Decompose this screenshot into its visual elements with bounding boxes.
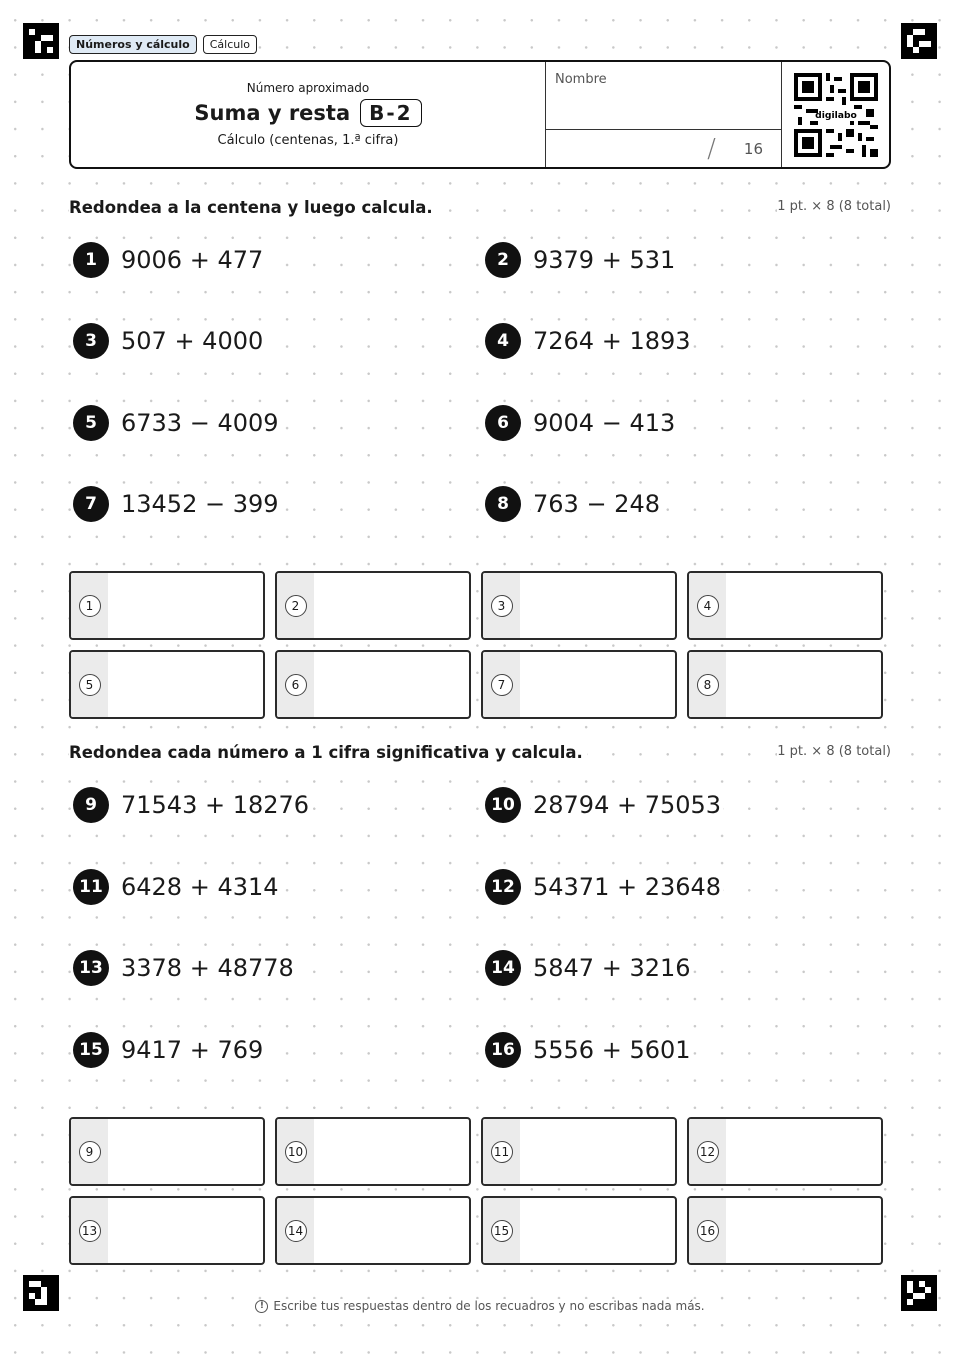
- tag-numbers-calculation: Números y cálculo: [69, 35, 197, 54]
- problem-14: [485, 949, 693, 987]
- problem-number: 6: [485, 405, 521, 441]
- section1-points: 1 pt. × 8 (8 total): [777, 199, 891, 214]
- problem-number: 8: [485, 486, 521, 522]
- problem-expression: 9417 + 769: [121, 1036, 264, 1064]
- answer-box-16[interactable]: [687, 1196, 883, 1265]
- answer-field[interactable]: [108, 1198, 263, 1263]
- answer-box-12[interactable]: [687, 1117, 883, 1186]
- problem-expression: 54371 + 23648: [533, 873, 722, 901]
- problem-expression: 7264 + 1893: [533, 327, 691, 355]
- section2-title: Redondea cada número a 1 cifra significativa y calcula.: [69, 743, 587, 762]
- answer-number: 6: [285, 674, 307, 696]
- problem-expression: 71543 + 18276: [121, 791, 310, 819]
- problem-expression: 6428 + 4314: [121, 873, 279, 901]
- header-title-block: [71, 62, 546, 167]
- score-field[interactable]: [546, 130, 781, 167]
- problem-number: 13: [73, 950, 109, 986]
- level-badge: B-2: [360, 99, 421, 127]
- problem-13: [73, 949, 296, 987]
- answer-number: 4: [697, 595, 719, 617]
- problem-expression: 6733 − 4009: [121, 409, 279, 437]
- answer-box-15[interactable]: [481, 1196, 677, 1265]
- header-subtitle: Número aproximado: [246, 81, 370, 95]
- answer-field[interactable]: [108, 573, 263, 638]
- problem-number: 12: [485, 869, 521, 905]
- answer-field[interactable]: [108, 1119, 263, 1184]
- problem-9: [73, 786, 311, 824]
- answer-field[interactable]: [520, 1198, 675, 1263]
- problem-number: 3: [73, 323, 109, 359]
- qr-label: digilabo: [814, 109, 857, 121]
- answer-label: [483, 1198, 520, 1263]
- qr-code-icon: [794, 73, 878, 157]
- answer-field[interactable]: [726, 652, 881, 717]
- problem-expression: 507 + 4000: [121, 327, 264, 355]
- answer-label: [71, 1119, 108, 1184]
- problem-expression: 5556 + 5601: [533, 1036, 691, 1064]
- answer-box-6[interactable]: [275, 650, 471, 719]
- problem-expression: 28794 + 75053: [533, 791, 722, 819]
- answer-number: 12: [697, 1141, 719, 1163]
- problem-number: 10: [485, 787, 521, 823]
- problem-number: 2: [485, 242, 521, 278]
- header-student-block: [546, 62, 782, 167]
- answer-box-5[interactable]: [69, 650, 265, 719]
- answer-number: 9: [79, 1141, 101, 1163]
- name-label: Nombre: [555, 72, 607, 87]
- problem-number: 1: [73, 242, 109, 278]
- answer-label: [689, 573, 726, 638]
- answer-box-1[interactable]: [69, 571, 265, 640]
- section2-points: 1 pt. × 8 (8 total): [777, 744, 891, 759]
- problem-expression: 13452 − 399: [121, 490, 279, 518]
- answer-label: [277, 1198, 314, 1263]
- answer-number: 10: [285, 1141, 307, 1163]
- answer-box-7[interactable]: [481, 650, 677, 719]
- answer-box-11[interactable]: [481, 1117, 677, 1186]
- header-title-row: [194, 99, 421, 127]
- problem-2: [485, 241, 677, 279]
- tag-calculation: Cálculo: [203, 35, 257, 54]
- answer-number: 13: [79, 1220, 101, 1242]
- answer-box-3[interactable]: [481, 571, 677, 640]
- problem-number: 5: [73, 405, 109, 441]
- answer-field[interactable]: [314, 1198, 469, 1263]
- answer-number: 15: [491, 1220, 513, 1242]
- problem-16: [485, 1031, 693, 1069]
- answer-label: [689, 1119, 726, 1184]
- answer-box-14[interactable]: [275, 1196, 471, 1265]
- answer-field[interactable]: [314, 652, 469, 717]
- problem-number: 14: [485, 950, 521, 986]
- problem-8: [485, 485, 662, 523]
- problem-7: [73, 485, 281, 523]
- answer-number: 14: [285, 1220, 307, 1242]
- problem-1: [73, 241, 265, 279]
- problem-11: [73, 868, 281, 906]
- problem-15: [73, 1031, 265, 1069]
- answer-box-9[interactable]: [69, 1117, 265, 1186]
- score-slash: /: [707, 133, 716, 164]
- answer-number: 5: [79, 674, 101, 696]
- answer-field[interactable]: [726, 1198, 881, 1263]
- problem-number: 11: [73, 869, 109, 905]
- problem-number: 9: [73, 787, 109, 823]
- header-description: Cálculo (centenas, 1.ª cifra): [217, 133, 399, 148]
- problem-expression: 5847 + 3216: [533, 954, 691, 982]
- problem-number: 15: [73, 1032, 109, 1068]
- answer-label: [689, 652, 726, 717]
- problem-3: [73, 322, 265, 360]
- answer-number: 16: [697, 1220, 719, 1242]
- answer-number: 2: [285, 595, 307, 617]
- answer-label: [277, 573, 314, 638]
- corner-marker-top-left: [23, 23, 59, 59]
- answer-label: [483, 1119, 520, 1184]
- answer-box-13[interactable]: [69, 1196, 265, 1265]
- footer-text: Escribe tus respuestas dentro de los recuadros y no escribas nada más.: [273, 1299, 705, 1313]
- answer-field[interactable]: [726, 1119, 881, 1184]
- answer-label: [71, 652, 108, 717]
- problem-expression: 3378 + 48778: [121, 954, 294, 982]
- problem-6: [485, 404, 677, 442]
- problem-number: 16: [485, 1032, 521, 1068]
- problem-4: [485, 322, 693, 360]
- problem-number: 7: [73, 486, 109, 522]
- problem-expression: 9379 + 531: [533, 246, 676, 274]
- corner-marker-top-right: [901, 23, 937, 59]
- answer-field[interactable]: [520, 1119, 675, 1184]
- category-tags: [69, 35, 257, 54]
- problem-expression: 9004 − 413: [533, 409, 676, 437]
- answer-number: 7: [491, 674, 513, 696]
- problem-number: 4: [485, 323, 521, 359]
- answer-label: [71, 1198, 108, 1263]
- answer-field[interactable]: [520, 652, 675, 717]
- answer-number: 8: [697, 674, 719, 696]
- answer-label: [71, 573, 108, 638]
- answer-field[interactable]: [108, 652, 263, 717]
- answer-label: [483, 573, 520, 638]
- footer-note: [0, 1299, 960, 1313]
- qr-code: [782, 62, 889, 167]
- answer-number: 1: [79, 595, 101, 617]
- score-total: 16: [743, 139, 763, 158]
- problem-expression: 763 − 248: [533, 490, 660, 518]
- problem-expression: 9006 + 477: [121, 246, 264, 274]
- worksheet-header: [69, 60, 891, 169]
- answer-label: [483, 652, 520, 717]
- answer-label: [277, 652, 314, 717]
- answer-box-8[interactable]: [687, 650, 883, 719]
- answer-field[interactable]: [726, 573, 881, 638]
- problem-10: [485, 786, 723, 824]
- answer-box-4[interactable]: [687, 571, 883, 640]
- info-icon: !: [255, 1300, 268, 1313]
- section1-title: Redondea a la centena y luego calcula.: [69, 198, 437, 217]
- problem-12: [485, 868, 723, 906]
- page-title: Suma y resta: [194, 101, 351, 125]
- answer-field[interactable]: [314, 573, 469, 638]
- answer-box-10[interactable]: [275, 1117, 471, 1186]
- answer-field[interactable]: [314, 1119, 469, 1184]
- answer-box-2[interactable]: [275, 571, 471, 640]
- answer-number: 3: [491, 595, 513, 617]
- name-field[interactable]: [546, 62, 781, 130]
- answer-label: [689, 1198, 726, 1263]
- answer-label: [277, 1119, 314, 1184]
- problem-5: [73, 404, 281, 442]
- answer-number: 11: [491, 1141, 513, 1163]
- answer-field[interactable]: [520, 573, 675, 638]
